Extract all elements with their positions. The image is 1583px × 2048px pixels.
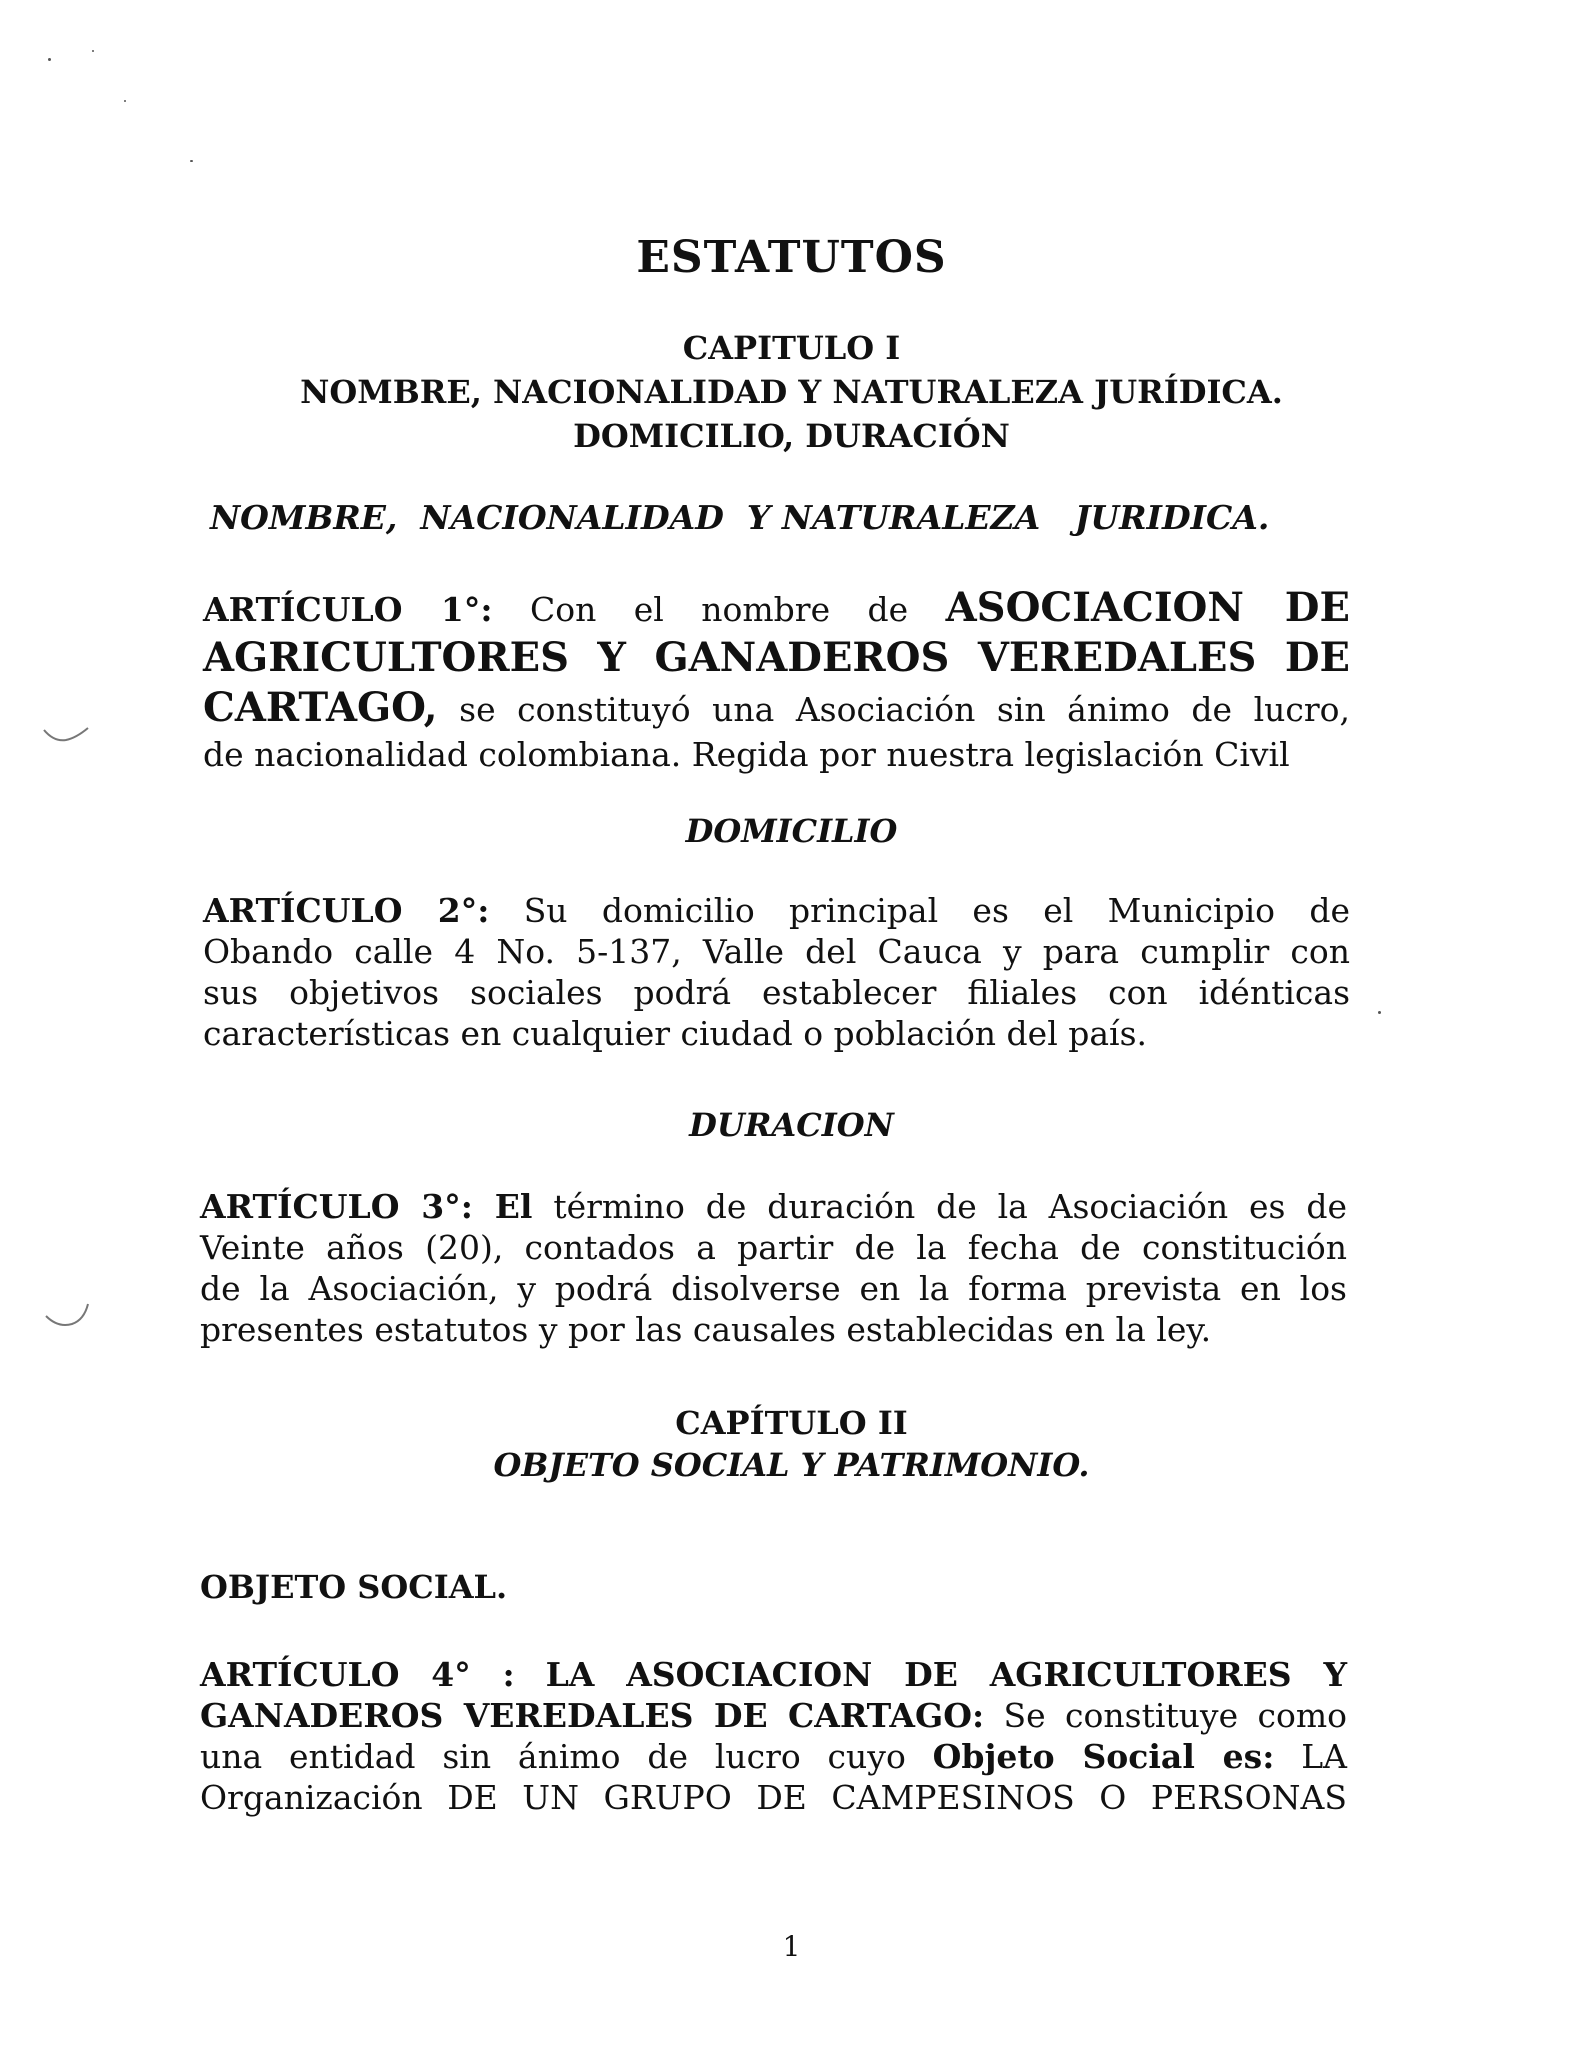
section-duracion-heading: DURACION xyxy=(689,1106,894,1144)
article-4-line xyxy=(200,1654,1347,1695)
article-4-text: Organización DE UN GRUPO DE CAMPESINOS O PERSONAS xyxy=(200,1778,1347,1817)
article-4-text: una entidad sin ánimo de lucro cuyo xyxy=(200,1737,906,1776)
document-title: ESTATUTOS xyxy=(636,232,947,283)
article-2-line xyxy=(203,890,1350,931)
article-2-text: características en cualquier ciudad o población del país. xyxy=(203,1014,1148,1053)
article-3-line xyxy=(200,1268,1347,1309)
chapter-2-subtitle: OBJETO SOCIAL Y PATRIMONIO. xyxy=(493,1446,1090,1484)
article-2-line xyxy=(203,1013,1350,1054)
article-1-paragraph xyxy=(203,585,1350,775)
article-4-paragraph xyxy=(200,1654,1347,1818)
section-objeto-social-heading: OBJETO SOCIAL. xyxy=(200,1568,508,1606)
margin-scribble-mark xyxy=(42,722,92,748)
article-1-association-name: ASOCIACION DE xyxy=(945,584,1350,631)
article-4-association-name: LA ASOCIACION DE AGRICULTORES Y xyxy=(545,1655,1347,1694)
page-number: 1 xyxy=(782,1930,801,1963)
article-2-text: sus objetivos sociales podrá establecer filiales con idénticas xyxy=(203,973,1350,1012)
article-4-text: Se constituye como xyxy=(1003,1696,1347,1735)
article-3-line xyxy=(200,1227,1347,1268)
article-2-line xyxy=(203,972,1350,1013)
article-1-text: Con el nombre de xyxy=(529,590,909,629)
chapter-1-subtitle-line2: DOMICILIO, DURACIÓN xyxy=(573,417,1010,455)
article-1-label: ARTÍCULO 1°: xyxy=(203,590,493,629)
article-4-objeto-social-label: Objeto Social es: xyxy=(932,1737,1275,1776)
article-1-line xyxy=(203,585,1350,633)
article-1-text: se constituyó una Asociación sin ánimo de lucro, xyxy=(459,690,1350,729)
article-4-text: LA xyxy=(1301,1737,1348,1776)
chapter-2-label: CAPÍTULO II xyxy=(675,1404,908,1442)
scan-speck xyxy=(190,160,193,162)
scan-speck xyxy=(1378,1011,1381,1014)
article-3-text: término de duración de la Asociación es de xyxy=(553,1187,1347,1226)
article-4-line xyxy=(200,1736,1347,1777)
article-1-line xyxy=(203,683,1350,735)
article-2-line xyxy=(203,931,1350,972)
article-3-text: Veinte años (20), contados a partir de la fecha de constitución xyxy=(200,1228,1347,1267)
article-1-association-name: CARTAGO, xyxy=(203,684,438,731)
article-4-association-name: GANADEROS VEREDALES DE CARTAGO: xyxy=(200,1696,985,1735)
chapter-1-subtitle-line1: NOMBRE, NACIONALIDAD Y NATURALEZA JURÍDICA. xyxy=(300,373,1283,411)
article-3-text: de la Asociación, y podrá disolverse en la forma prevista en los xyxy=(200,1269,1347,1308)
article-3-line xyxy=(200,1309,1347,1350)
article-4-line xyxy=(200,1777,1347,1818)
article-4-line xyxy=(200,1695,1347,1736)
section-domicilio-heading: DOMICILIO xyxy=(685,812,898,850)
article-1-association-name: AGRICULTORES Y GANADEROS VEREDALES DE xyxy=(203,634,1350,681)
article-3-line xyxy=(200,1186,1347,1227)
chapter-1-label: CAPITULO I xyxy=(682,329,901,367)
article-2-text: Su domicilio principal es el Municipio de xyxy=(523,891,1350,930)
article-1-line xyxy=(203,633,1350,683)
article-1-text: de nacionalidad colombiana. Regida por nuestra legislación Civil xyxy=(203,735,1290,774)
section-nombre-heading: NOMBRE, NACIONALIDAD Y NATURALEZA JURIDICA. xyxy=(210,498,1270,537)
article-2-text: Obando calle 4 No. 5-137, Valle del Cauca y para cumplir con xyxy=(203,932,1350,971)
scan-speck xyxy=(124,100,126,102)
article-1-line xyxy=(203,735,1350,775)
scan-speck xyxy=(92,50,94,52)
article-2-paragraph xyxy=(203,890,1350,1054)
article-3-paragraph xyxy=(200,1186,1347,1350)
article-4-label: ARTÍCULO 4° : xyxy=(200,1655,515,1694)
article-3-text: presentes estatutos y por las causales establecidas en la ley. xyxy=(200,1310,1212,1349)
article-2-label: ARTÍCULO 2°: xyxy=(203,891,490,930)
chapter-1-heading xyxy=(0,326,1583,458)
margin-scribble-mark xyxy=(44,1300,94,1330)
scan-speck xyxy=(48,58,51,61)
article-3-label: ARTÍCULO 3°: El xyxy=(200,1187,533,1226)
